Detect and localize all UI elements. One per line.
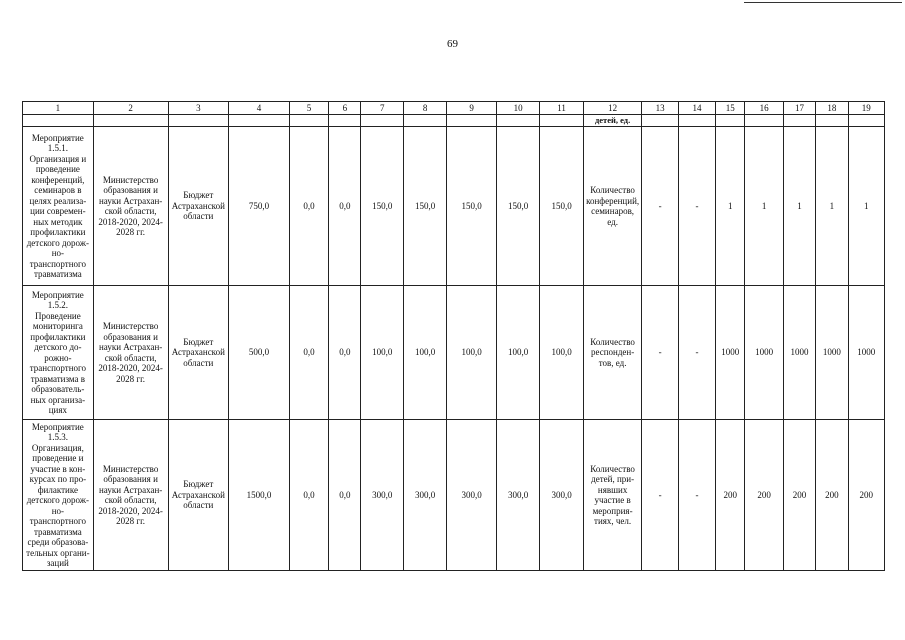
amount-cell: 100,0 bbox=[540, 286, 583, 420]
executor-cell: Министерство образования и науки Астрахан-ской области, 2018-2020, 2024-2028 гг. bbox=[93, 286, 168, 420]
empty-cell bbox=[678, 115, 715, 127]
empty-cell bbox=[229, 115, 290, 127]
header-cell: 6 bbox=[329, 102, 361, 115]
amount-cell: 750,0 bbox=[229, 127, 290, 286]
header-cell: 9 bbox=[447, 102, 497, 115]
value-cell: 200 bbox=[783, 420, 815, 571]
executor-cell: Министерство образования и науки Астрахан-ской области, 2018-2020, 2024-2028 гг. bbox=[93, 420, 168, 571]
empty-cell bbox=[168, 115, 229, 127]
empty-cell bbox=[289, 115, 328, 127]
empty-cell bbox=[23, 115, 94, 127]
amount-cell: 100,0 bbox=[403, 286, 446, 420]
header-cell: 13 bbox=[642, 102, 678, 115]
source-cell: Бюджет Астраханской области bbox=[168, 286, 229, 420]
empty-cell bbox=[93, 115, 168, 127]
value-cell: 1000 bbox=[716, 286, 745, 420]
header-cell: 18 bbox=[816, 102, 848, 115]
value-cell: 1000 bbox=[816, 286, 848, 420]
value-cell: - bbox=[678, 127, 715, 286]
value-cell: - bbox=[642, 127, 678, 286]
value-cell: 200 bbox=[745, 420, 783, 571]
header-cell: 15 bbox=[716, 102, 745, 115]
value-cell: 1 bbox=[848, 127, 885, 286]
header-cell: 19 bbox=[848, 102, 885, 115]
value-cell: - bbox=[678, 286, 715, 420]
value-cell: - bbox=[642, 286, 678, 420]
value-cell: 1 bbox=[783, 127, 815, 286]
header-cell: 1 bbox=[23, 102, 94, 115]
table-row bbox=[23, 286, 885, 420]
source-cell: Бюджет Астраханской области bbox=[168, 420, 229, 571]
value-cell: 1000 bbox=[745, 286, 783, 420]
amount-cell: 0,0 bbox=[329, 420, 361, 571]
indicator-cell: Количество детей, при-нявших участие в мероприя-тиях, чел. bbox=[583, 420, 642, 571]
event-cell: Мероприятие 1.5.1. Организация и проведение конференций, семинаров в целях реализа-ции современ-ных методик профилактики детского дорож-но-транспортного травматизма bbox=[23, 127, 94, 286]
amount-cell: 300,0 bbox=[447, 420, 497, 571]
empty-cell bbox=[642, 115, 678, 127]
indicator-cell: Количество конференций, семинаров, ед. bbox=[583, 127, 642, 286]
value-cell: - bbox=[642, 420, 678, 571]
top-rule bbox=[744, 2, 902, 3]
table-row bbox=[23, 420, 885, 571]
source-cell: Бюджет Астраханской области bbox=[168, 127, 229, 286]
amount-cell: 0,0 bbox=[329, 286, 361, 420]
value-cell: 200 bbox=[716, 420, 745, 571]
header-cell: 4 bbox=[229, 102, 290, 115]
amount-cell: 500,0 bbox=[229, 286, 290, 420]
empty-cell bbox=[716, 115, 745, 127]
value-cell: 1 bbox=[745, 127, 783, 286]
empty-cell bbox=[329, 115, 361, 127]
indicator-cell: Количество респонден-тов, ед. bbox=[583, 286, 642, 420]
amount-cell: 150,0 bbox=[447, 127, 497, 286]
amount-cell: 0,0 bbox=[289, 127, 328, 286]
amount-cell: 1500,0 bbox=[229, 420, 290, 571]
event-cell: Мероприятие 1.5.3. Организация, проведение и участие в кон-курсах по про-филактике детского дорож-но-транспортного травматизма среди образова-тельных органи-заций bbox=[23, 420, 94, 571]
empty-cell bbox=[540, 115, 583, 127]
empty-cell bbox=[848, 115, 885, 127]
amount-cell: 300,0 bbox=[540, 420, 583, 571]
subheader-row bbox=[23, 115, 885, 127]
header-cell: 5 bbox=[289, 102, 328, 115]
empty-cell bbox=[447, 115, 497, 127]
amount-cell: 0,0 bbox=[289, 286, 328, 420]
amount-cell: 300,0 bbox=[403, 420, 446, 571]
empty-cell bbox=[745, 115, 783, 127]
executor-cell: Министерство образования и науки Астрахан-ской области, 2018-2020, 2024-2028 гг. bbox=[93, 127, 168, 286]
header-cell: 16 bbox=[745, 102, 783, 115]
header-cell: 14 bbox=[678, 102, 715, 115]
subheader-cell: детей, ед. bbox=[583, 115, 642, 127]
empty-cell bbox=[361, 115, 403, 127]
value-cell: 1 bbox=[816, 127, 848, 286]
amount-cell: 0,0 bbox=[329, 127, 361, 286]
amount-cell: 300,0 bbox=[361, 420, 403, 571]
value-cell: 200 bbox=[848, 420, 885, 571]
table-row bbox=[23, 127, 885, 286]
amount-cell: 150,0 bbox=[361, 127, 403, 286]
header-cell: 8 bbox=[403, 102, 446, 115]
header-cell: 7 bbox=[361, 102, 403, 115]
header-cell: 3 bbox=[168, 102, 229, 115]
header-cell: 2 bbox=[93, 102, 168, 115]
amount-cell: 150,0 bbox=[540, 127, 583, 286]
value-cell: 1000 bbox=[783, 286, 815, 420]
amount-cell: 0,0 bbox=[289, 420, 328, 571]
amount-cell: 100,0 bbox=[361, 286, 403, 420]
value-cell: 200 bbox=[816, 420, 848, 571]
empty-cell bbox=[783, 115, 815, 127]
amount-cell: 150,0 bbox=[403, 127, 446, 286]
value-cell: 1 bbox=[716, 127, 745, 286]
page-number: 69 bbox=[447, 38, 458, 50]
header-cell: 11 bbox=[540, 102, 583, 115]
budget-table bbox=[22, 101, 885, 571]
value-cell: 1000 bbox=[848, 286, 885, 420]
amount-cell: 100,0 bbox=[496, 286, 539, 420]
amount-cell: 150,0 bbox=[496, 127, 539, 286]
header-cell: 17 bbox=[783, 102, 815, 115]
header-cell: 10 bbox=[496, 102, 539, 115]
amount-cell: 300,0 bbox=[496, 420, 539, 571]
empty-cell bbox=[816, 115, 848, 127]
header-row bbox=[23, 102, 885, 115]
header-cell: 12 bbox=[583, 102, 642, 115]
amount-cell: 100,0 bbox=[447, 286, 497, 420]
empty-cell bbox=[496, 115, 539, 127]
value-cell: - bbox=[678, 420, 715, 571]
empty-cell bbox=[403, 115, 446, 127]
event-cell: Мероприятие 1.5.2. Проведение мониторинга профилактики детского до-рожно-транспортного травматизма в образователь-ных организа-циях bbox=[23, 286, 94, 420]
